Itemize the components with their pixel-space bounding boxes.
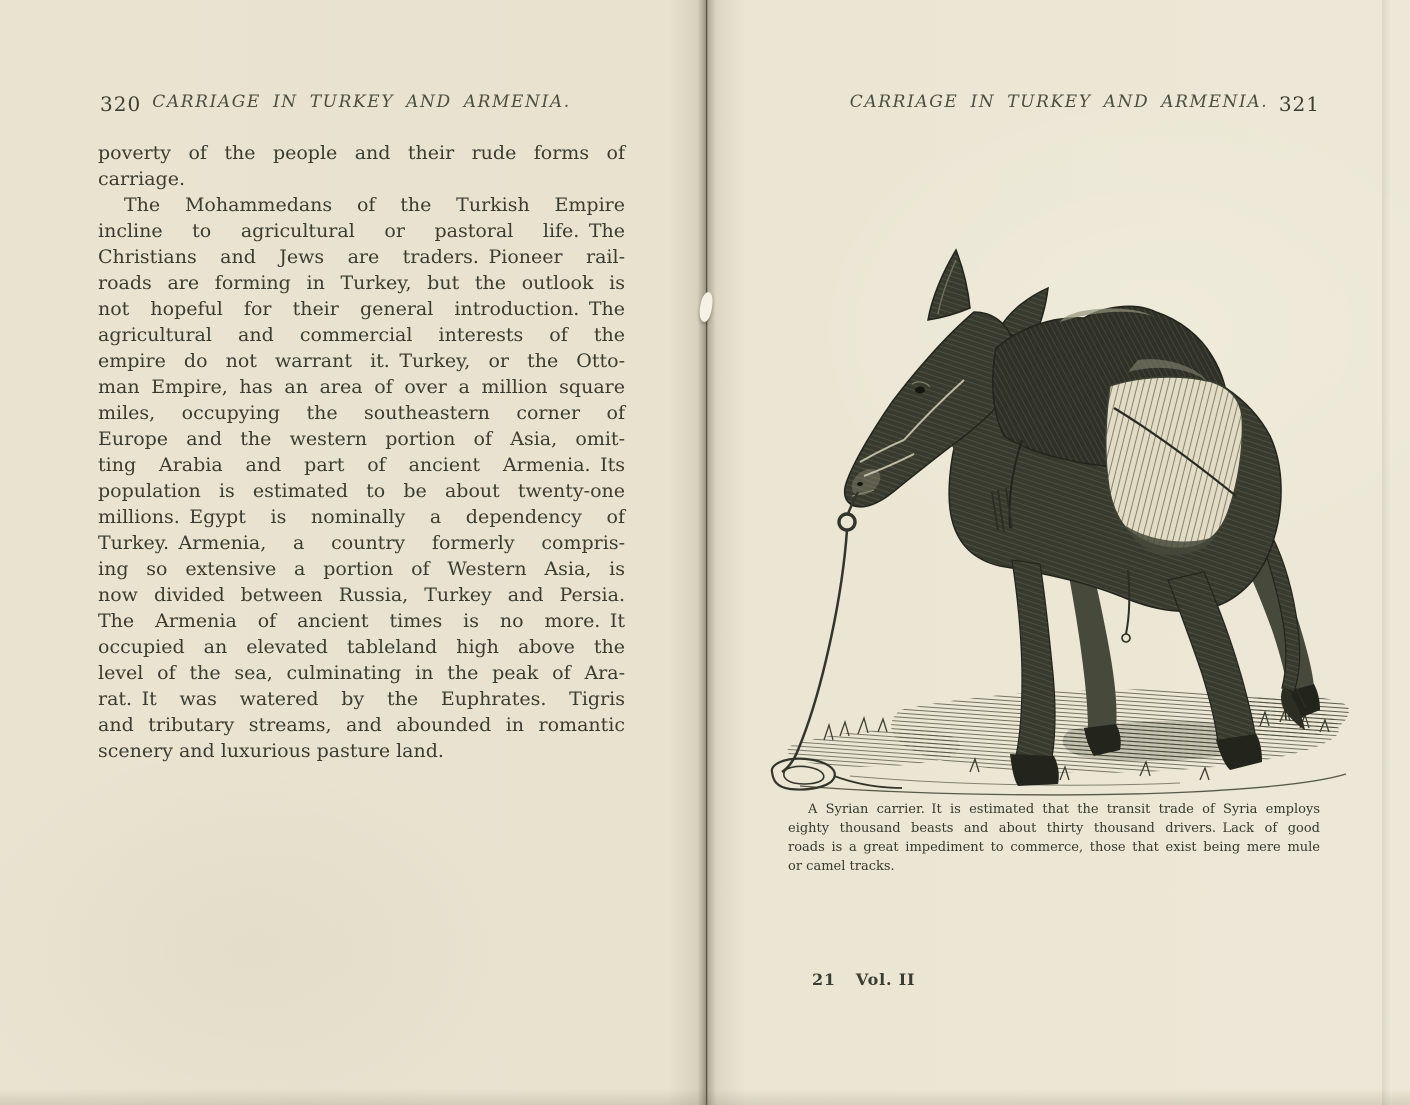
- body-text-line: The Armenia of ancient times is no more. It: [98, 610, 625, 632]
- left-running-header: CARRIAGE IN TURKEY AND ARMENIA.: [152, 92, 571, 112]
- volume-label: Vol. II: [855, 970, 916, 989]
- volume-line: [812, 970, 915, 989]
- donkey-illustration: [760, 140, 1360, 800]
- left-body-text: [98, 140, 625, 764]
- body-text-line: scenery and luxurious pasture land.: [98, 740, 444, 762]
- body-text-line: rat. It was watered by the Euphrates. Tigris: [98, 688, 625, 710]
- right-header-row: [798, 92, 1320, 118]
- body-text-line: and tributary streams, and abounded in romantic: [98, 714, 625, 736]
- left-page-number: 320: [100, 92, 142, 116]
- signature-mark: 21: [812, 970, 836, 989]
- body-text-line: empire do not warrant it. Turkey, or the Otto-: [98, 350, 625, 372]
- body-text-line: Turkey. Armenia, a country formerly compris-: [98, 532, 625, 554]
- body-text-line: incline to agricultural or pastoral life. The: [98, 220, 625, 242]
- right-page: [706, 0, 1410, 1105]
- caption-line: eighty thousand beasts and about thirty thousand drivers. Lack of good: [788, 821, 1320, 836]
- body-text-line: carriage.: [98, 168, 185, 190]
- body-text-line: poverty of the people and their rude forms of: [98, 142, 625, 164]
- illustration-caption: [788, 800, 1320, 876]
- right-running-header: CARRIAGE IN TURKEY AND ARMENIA.: [849, 92, 1269, 112]
- body-text-line: ting Arabia and part of ancient Armenia. Its: [98, 454, 625, 476]
- body-text-line: not hopeful for their general introduction. The: [98, 298, 625, 320]
- body-text-line: millions. Egypt is nominally a dependency of: [98, 506, 625, 528]
- caption-line: roads is a great impediment to commerce, those that exist being mere mule: [788, 840, 1320, 855]
- body-text-line: now divided between Russia, Turkey and Persia.: [98, 584, 625, 606]
- ground-grass: [787, 689, 1348, 795]
- body-text-line: Europe and the western portion of Asia, omit-: [98, 428, 625, 450]
- caption-line: or camel tracks.: [788, 859, 895, 874]
- body-text-line: Christians and Jews are traders. Pioneer rail-: [98, 246, 625, 268]
- body-text-line: occupied an elevated tableland high above the: [98, 636, 625, 658]
- right-page-number: 321: [1278, 92, 1320, 116]
- body-text-line: population is estimated to be about twenty-one: [98, 480, 625, 502]
- body-text-line: The Mohammedans of the Turkish Empire: [124, 194, 625, 216]
- left-header-row: [98, 92, 625, 118]
- body-text-line: miles, occupying the southeastern corner of: [98, 402, 625, 424]
- body-text-line: level of the sea, culminating in the peak of Ara-: [98, 662, 625, 684]
- caption-line: A Syrian carrier. It is estimated that the transit trade of Syria employs: [808, 802, 1320, 817]
- body-text-line: ing so extensive a portion of Western Asia, is: [98, 558, 625, 580]
- body-text-line: man Empire, has an area of over a million square: [98, 376, 625, 398]
- body-text-line: agricultural and commercial interests of the: [98, 324, 625, 346]
- body-text-line: roads are forming in Turkey, but the outlook is: [98, 272, 625, 294]
